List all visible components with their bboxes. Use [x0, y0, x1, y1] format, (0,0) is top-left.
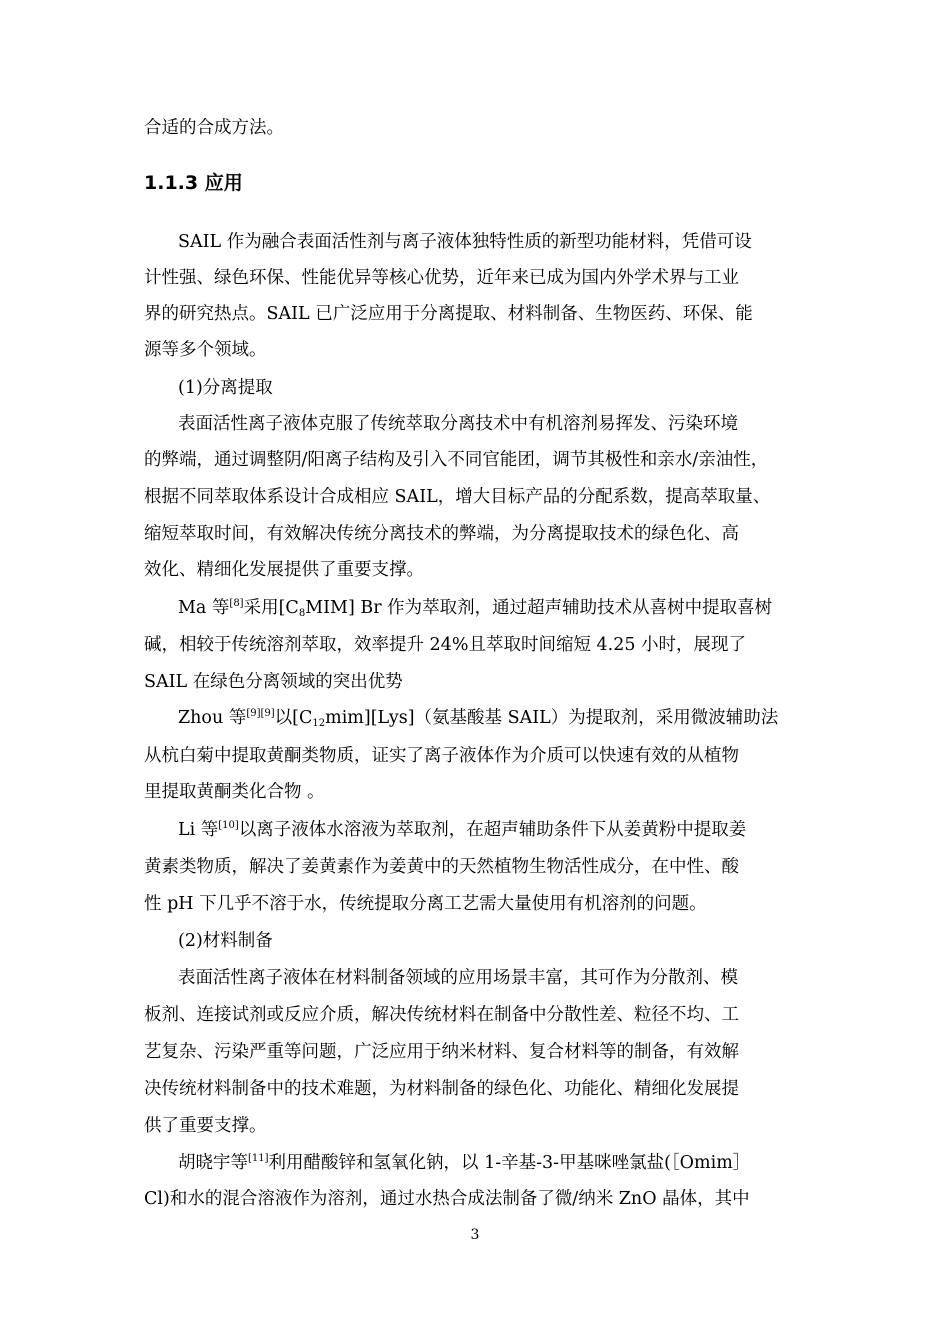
- text-run: 胡晓宇等: [178, 1153, 248, 1173]
- citation-marker: [10]: [218, 820, 239, 831]
- text-run: 以离子液体水溶液为萃取剂，在超声辅助条件下从姜黄粉中提取姜: [238, 820, 747, 840]
- text-line: 源等多个领域。: [144, 340, 267, 360]
- text-line: 的弊端，通过调整阴/阳离子结构及引入不同官能团，调节其极性和亲水/亲油性，: [144, 450, 769, 470]
- text-run: 采用[C: [243, 598, 299, 618]
- text-run: Li 等: [178, 820, 219, 840]
- subscript: 8: [298, 608, 306, 619]
- text-line: Cl)和水的混合溶液作为溶剂，通过水热合成法制备了微/纳米 ZnO 晶体，其中: [144, 1189, 750, 1209]
- section-heading: 1.1.3 应用: [144, 172, 243, 194]
- text-line: 艺复杂、污染严重等问题，广泛应用于纳米材料、复合材料等的制备，有效解: [144, 1042, 739, 1062]
- citation-marker: [9][9]: [246, 708, 275, 719]
- citation-marker: [8]: [229, 598, 244, 609]
- text-line: [178, 1151, 834, 1175]
- text-line: 碱，相较于传统溶剂萃取，效率提升 24%且萃取时间缩短 4.25 小时，展现了: [144, 635, 747, 655]
- text-line: 里提取黄酮类化合物 。: [144, 782, 325, 802]
- subsection-label: (1)分离提取: [178, 378, 273, 398]
- text-line: 合适的合成方法。: [144, 118, 284, 138]
- text-line: 决传统材料制备中的技术难题，为材料制备的绿色化、功能化、精细化发展提: [144, 1079, 739, 1099]
- text-run: MIM] Br 作为萃取剂，通过超声辅助技术从喜树中提取喜树: [305, 598, 773, 618]
- text-run: 利用醋酸锌和氢氧化钠，以 1-辛基-3-甲基咪唑氯盐(［Omim］: [268, 1153, 751, 1173]
- text-run: Zhou 等: [178, 708, 247, 728]
- text-line: [178, 706, 834, 730]
- text-line: 黄素类物质，解决了姜黄素作为姜黄中的天然植物生物活性成分，在中性、酸: [144, 857, 739, 877]
- text-line: 性 pH 下几乎不溶于水，传统提取分离工艺需大量使用有机溶剂的问题。: [144, 894, 707, 914]
- page-number: 3: [470, 1227, 480, 1243]
- text-run: 以[C: [274, 708, 313, 728]
- text-line: 表面活性离子液体在材料制备领域的应用场景丰富，其可作为分散剂、模: [178, 968, 738, 988]
- text-line: 供了重要支撑。: [144, 1116, 267, 1136]
- subsection-label: (2)材料制备: [178, 931, 273, 951]
- text-line: 根据不同萃取体系设计合成相应 SAIL，增大目标产品的分配系数，提高萃取量、: [144, 487, 771, 507]
- text-run: mim][Lys]（氨基酸基 SAIL）为提取剂，采用微波辅助法: [325, 708, 779, 728]
- text-line: 缩短萃取时间，有效解决传统分离技术的弊端，为分离提取技术的绿色化、高: [144, 524, 739, 544]
- text-line: 表面活性离子液体克服了传统萃取分离技术中有机溶剂易挥发、污染环境: [178, 414, 738, 434]
- text-line: 效化、精细化发展提供了重要支撑。: [144, 560, 424, 580]
- text-line: [178, 596, 834, 620]
- text-line: 界的研究热点。SAIL 已广泛应用于分离提取、材料制备、生物医药、环保、能: [144, 304, 753, 324]
- text-line: 计性强、绿色环保、性能优异等核心优势，近年来已成为国内外学术界与工业: [144, 268, 739, 288]
- text-run: Ma 等: [178, 598, 230, 618]
- text-line: SAIL 作为融合表面活性剂与离子液体独特性质的新型功能材料，凭借可设: [178, 232, 752, 252]
- text-line: [178, 818, 834, 842]
- text-line: SAIL 在绿色分离领域的突出优势: [144, 672, 403, 692]
- citation-marker: [11]: [248, 1153, 269, 1164]
- subscript: 12: [312, 718, 326, 729]
- text-line: 板剂、连接试剂或反应介质，解决传统材料在制备中分散性差、粒径不均、工: [144, 1005, 739, 1025]
- text-line: 从杭白菊中提取黄酮类物质，证实了离子液体作为介质可以快速有效的从植物: [144, 746, 739, 766]
